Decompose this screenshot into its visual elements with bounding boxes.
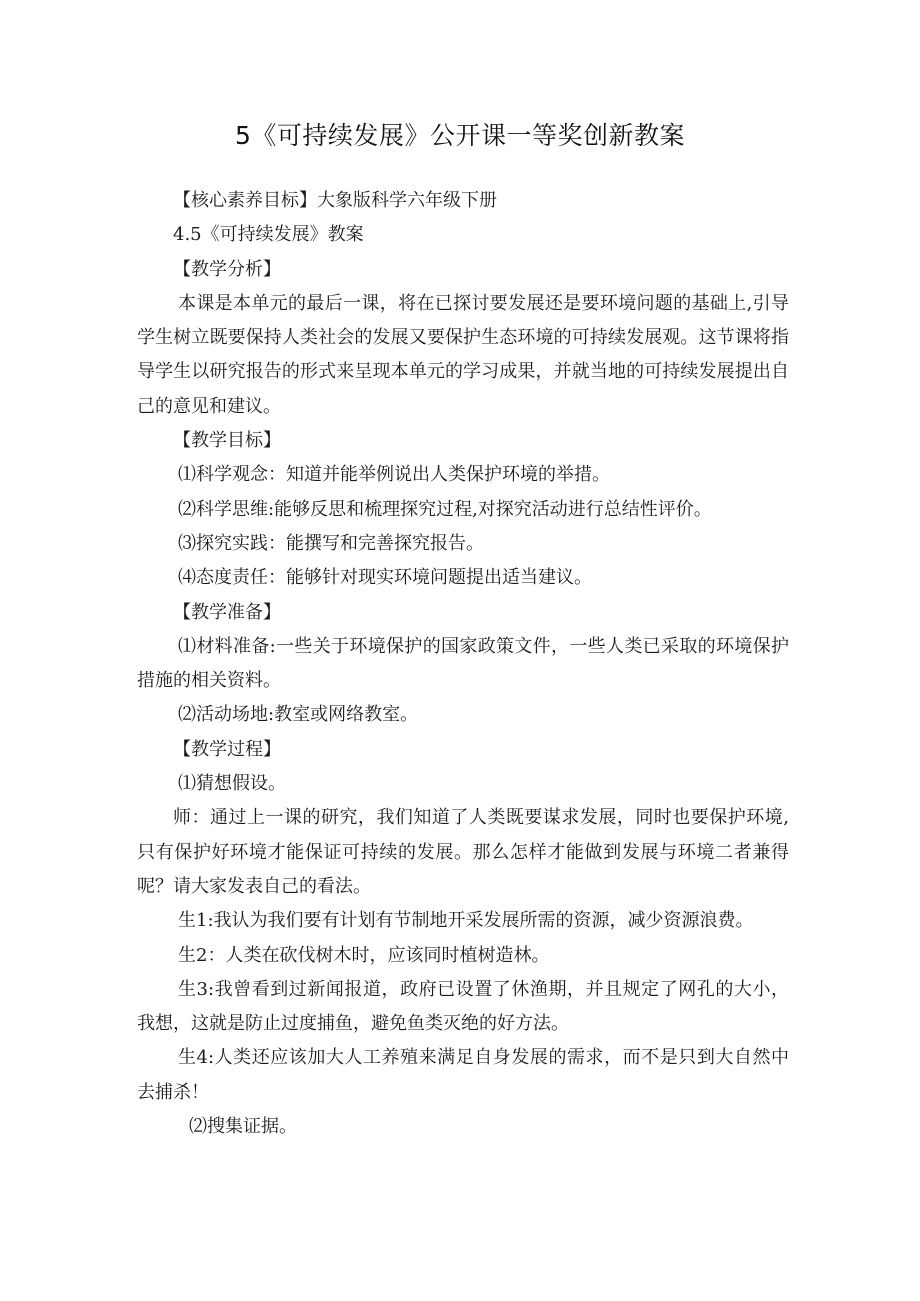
analysis-paragraph: 本课是本单元的最后一课，将在已探讨要发展还是要环境问题的基础上,引导学生树立既要保持人类社会的发展又要保护生态环境的可持续发展观。这节课将指导学生以研究报告的形式来呈现本单元的学习成果，并就当地的可持续发展提出自己的意见和建议。 [137, 292, 789, 417]
teacher-paragraph: 师：通过上一课的研究，我们知道了人类既要谋求发展，同时也要保护环境,只有保护好环境才能保证可持续的发展。那么怎样才能做到发展与环境二者兼得呢？请大家发表自己的看法。 [137, 807, 789, 897]
core-goal-line: 【核心素养目标】大象版科学六年级下册 [173, 190, 497, 211]
student-paragraph: 生1:我认为我们要有计划有节制地开采发展所需的资源，减少资源浪费。 [178, 910, 754, 932]
process-heading: 【教学过程】 [173, 738, 281, 760]
student-paragraph: 生3:我曾看到过新闻报道，政府已设置了休渔期，并且规定了网孔的大小，我想，这就是防止过度捕鱼，避免鱼类灭绝的好方法。 [137, 978, 789, 1035]
document-title: 5《可持续发展》公开课一等奖创新教案 [235, 121, 685, 150]
objective-item: ⑴科学观念：知道并能举例说出人类保护环境的举措。 [178, 464, 610, 486]
process-step: ⑵搜集证据。 [189, 1116, 297, 1138]
student-paragraph: 生4:人类还应该加大人工养殖来满足自身发展的需求，而不是只到大自然中去捕杀！ [137, 1047, 789, 1103]
objective-item: ⑶探究实践：能撰写和完善探究报告。 [178, 532, 484, 554]
objective-item: ⑷态度责任：能够针对现实环境问题提出适当建议。 [178, 567, 592, 589]
prep-item: ⑵活动场地:教室或网络教室。 [178, 704, 419, 726]
objective-item: ⑵科学思维:能够反思和梳理探究过程,对探究活动进行总结性评价。 [178, 498, 712, 520]
lesson-name-line: 4.5《可持续发展》教案 [173, 224, 364, 246]
student-paragraph: 生2：人类在砍伐树木时，应该同时植树造林。 [178, 944, 550, 966]
process-step: ⑴猜想假设。 [178, 773, 286, 795]
prep-item: ⑴材料准备:一些关于环境保护的国家政策文件，一些人类已采取的环境保护措施的相关资料。 [137, 635, 789, 692]
analysis-heading: 【教学分析】 [173, 258, 281, 280]
objectives-heading: 【教学目标】 [173, 430, 281, 452]
document-body [137, 184, 789, 1144]
prep-heading: 【教学准备】 [173, 601, 281, 623]
